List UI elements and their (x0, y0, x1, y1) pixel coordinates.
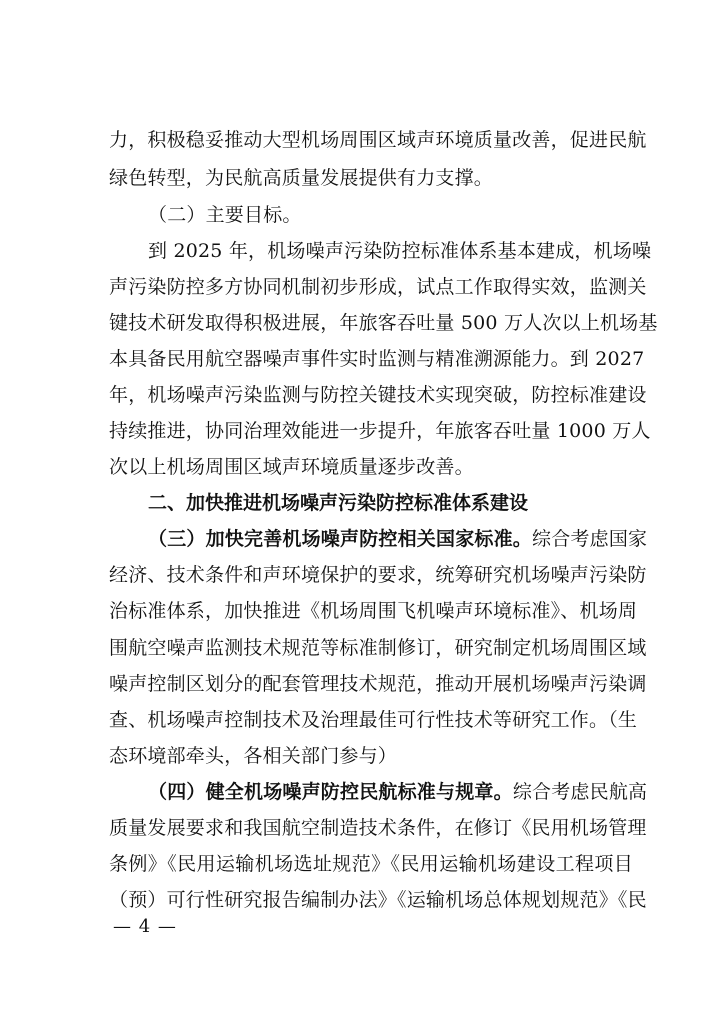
section-title: （二）主要目标。 (148, 204, 302, 226)
paragraph-line: 态环境部牵头，各相关部门参与） (109, 745, 398, 767)
paragraph-line: 次以上机场周围区域声环境质量逐步改善。 (109, 456, 474, 478)
paragraph-line: 本具备民用航空器噪声事件实时监测与精准溯源能力。到 2027 (109, 348, 645, 370)
paragraph-line: 键技术研发取得积极进展，年旅客吞吐量 500 万人次以上机场基 (109, 312, 658, 334)
paragraph-line-with-lead (148, 527, 648, 551)
section-heading: 二、加快推进机场噪声污染防控标准体系建设 (148, 492, 529, 514)
paragraph-line: 年，机场噪声污染监测与防控关键技术实现突破，防控标准建设 (109, 384, 647, 406)
paragraph-line: 噪声控制区划分的配套管理技术规范，推动开展机场噪声污染调 (109, 673, 647, 695)
paragraph-text: 综合考虑国家 (532, 528, 648, 550)
page-number: — 4 — (113, 916, 177, 937)
paragraph-line: 查、机场噪声控制技术及治理最佳可行性技术等研究工作。（生 (109, 709, 638, 731)
paragraph-line: 力，积极稳妥推动大型机场周围区域声环境质量改善，促进民航 (109, 129, 647, 151)
paragraph-line: 持续推进，协同治理效能进一步提升，年旅客吞吐量 1000 万人 (109, 420, 651, 442)
paragraph-line: （预）可行性研究报告编制办法》《运输机场总体规划规范》《民 (109, 889, 647, 911)
paragraph-line: 声污染防控多方协同机制初步形成，试点工作取得实效，监测关 (109, 276, 647, 298)
section-lead: （三）加快完善机场噪声防控相关国家标准。 (148, 528, 533, 550)
paragraph-text: 综合考虑民航高 (512, 781, 648, 803)
paragraph-line: 围航空噪声监测技术规范等标准制修订，研究制定机场周围区域 (109, 637, 647, 659)
paragraph-line-with-lead (148, 780, 648, 804)
paragraph-line: 到 2025 年，机场噪声污染防控标准体系基本建成，机场噪 (148, 240, 652, 262)
paragraph-line: 治标准体系，加快推进《机场周围飞机噪声环境标准》、机场周 (109, 600, 638, 622)
section-lead: （四）健全机场噪声防控民航标准与规章。 (148, 781, 513, 803)
paragraph-line: 质量发展要求和我国航空制造技术条件，在修订《民用机场管理 (109, 817, 647, 839)
paragraph-line: 绿色转型，为民航高质量发展提供有力支撑。 (109, 167, 494, 189)
paragraph-line: 经济、技术条件和声环境保护的要求，统筹研究机场噪声污染防 (109, 564, 647, 586)
paragraph-line: 条例》《民用运输机场选址规范》《民用运输机场建设工程项目 (109, 853, 633, 875)
